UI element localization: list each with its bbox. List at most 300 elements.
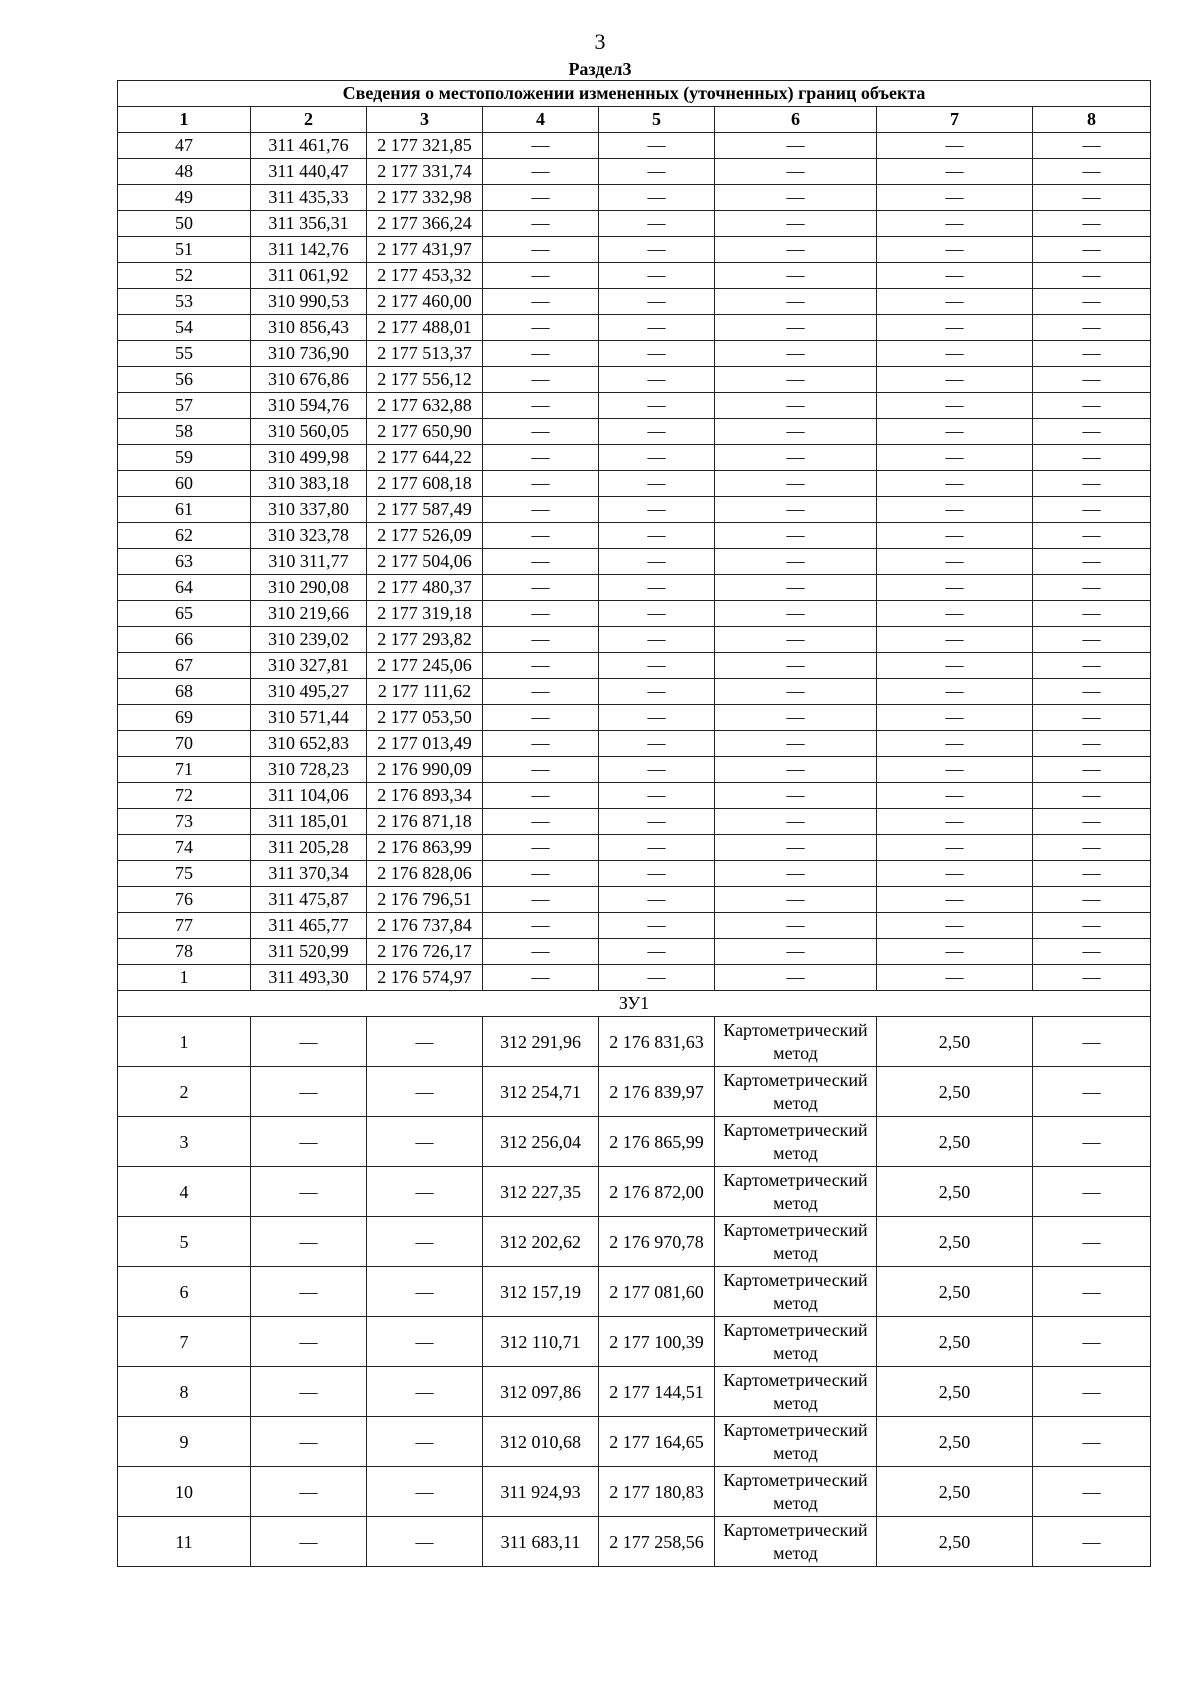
table-row — [118, 731, 1151, 757]
table-cell: — — [1033, 523, 1151, 549]
table-row — [118, 393, 1151, 419]
column-header: 3 — [367, 107, 483, 133]
table-cell: — — [877, 133, 1033, 159]
table-cell: 61 — [118, 497, 251, 523]
table-cell: — — [715, 757, 877, 783]
table-cell: 2 177 460,00 — [367, 289, 483, 315]
table-cell: — — [715, 653, 877, 679]
table-cell: — — [483, 393, 599, 419]
table-cell: — — [483, 263, 599, 289]
table-cell: — — [599, 289, 715, 315]
table-cell: — — [1033, 1067, 1151, 1117]
table-cell: — — [1033, 653, 1151, 679]
table-cell: 2 177 650,90 — [367, 419, 483, 445]
table-cell: 312 291,96 — [483, 1017, 599, 1067]
table-cell: — — [1033, 1017, 1151, 1067]
table-cell: — — [599, 497, 715, 523]
table-cell: — — [877, 471, 1033, 497]
table-cell: — — [1033, 783, 1151, 809]
table-cell: 64 — [118, 575, 251, 601]
table-cell: 310 323,78 — [251, 523, 367, 549]
table-cell: — — [877, 159, 1033, 185]
table-cell: 312 227,35 — [483, 1167, 599, 1217]
table-row — [118, 419, 1151, 445]
table-cell: 2 177 504,06 — [367, 549, 483, 575]
table-cell: — — [1033, 861, 1151, 887]
table-cell: — — [599, 263, 715, 289]
table-cell: — — [715, 575, 877, 601]
table-cell: — — [483, 133, 599, 159]
table-cell: — — [877, 237, 1033, 263]
table-cell: — — [483, 783, 599, 809]
column-header: 4 — [483, 107, 599, 133]
column-header: 8 — [1033, 107, 1151, 133]
table-cell: — — [1033, 627, 1151, 653]
table-cell: — — [483, 159, 599, 185]
table-row — [118, 1217, 1151, 1267]
table-cell: — — [1033, 601, 1151, 627]
table-row — [118, 1417, 1151, 1467]
table-cell: 310 990,53 — [251, 289, 367, 315]
table-cell: — — [483, 549, 599, 575]
table-cell: — — [1033, 237, 1151, 263]
table-cell: 310 594,76 — [251, 393, 367, 419]
table-cell: 2 177 332,98 — [367, 185, 483, 211]
table-cell: — — [877, 965, 1033, 991]
table-cell: 2 — [118, 1067, 251, 1117]
table-row — [118, 315, 1151, 341]
table-cell: — — [1033, 159, 1151, 185]
table-cell: 2 177 180,83 — [599, 1467, 715, 1517]
method-cell: Картометрический метод — [715, 1267, 877, 1317]
table-cell: 2 176 831,63 — [599, 1017, 715, 1067]
table-cell: — — [877, 523, 1033, 549]
table-cell: — — [483, 627, 599, 653]
table-cell: — — [599, 471, 715, 497]
table-cell: 58 — [118, 419, 251, 445]
table-cell: 2 176 737,84 — [367, 913, 483, 939]
table-cell: 2 177 258,56 — [599, 1517, 715, 1567]
table-cell: 310 383,18 — [251, 471, 367, 497]
table-caption: Сведения о местоположении измененных (уточненных) границ объекта — [118, 81, 1151, 107]
table-cell: — — [599, 445, 715, 471]
table-cell: 2 177 100,39 — [599, 1317, 715, 1367]
table-cell: — — [1033, 731, 1151, 757]
method-cell: Картометрический метод — [715, 1117, 877, 1167]
table-cell: 2 176 726,17 — [367, 939, 483, 965]
section-title: Раздел3 — [568, 59, 632, 79]
table-cell: 72 — [118, 783, 251, 809]
table-cell: 49 — [118, 185, 251, 211]
table-cell: 311 440,47 — [251, 159, 367, 185]
method-cell: Картометрический метод — [715, 1317, 877, 1367]
column-header: 5 — [599, 107, 715, 133]
table-cell: 312 110,71 — [483, 1317, 599, 1367]
table-cell: 53 — [118, 289, 251, 315]
table-cell: 2,50 — [877, 1117, 1033, 1167]
method-cell: Картометрический метод — [715, 1067, 877, 1117]
table-cell: 311 370,34 — [251, 861, 367, 887]
table-cell: — — [877, 341, 1033, 367]
table-row — [118, 653, 1151, 679]
table-row — [118, 341, 1151, 367]
table-cell: 2 177 608,18 — [367, 471, 483, 497]
table-cell: 2 176 828,06 — [367, 861, 483, 887]
table-cell: 2 177 644,22 — [367, 445, 483, 471]
table-row — [118, 1317, 1151, 1367]
table-cell: 51 — [118, 237, 251, 263]
table-row — [118, 913, 1151, 939]
table-cell: — — [599, 679, 715, 705]
table-cell: — — [877, 211, 1033, 237]
table-cell: — — [1033, 185, 1151, 211]
table-cell: — — [483, 653, 599, 679]
table-cell: — — [599, 549, 715, 575]
table-row — [118, 861, 1151, 887]
table-cell: 2,50 — [877, 1067, 1033, 1117]
table-cell: 2 176 970,78 — [599, 1217, 715, 1267]
table-cell: — — [1033, 341, 1151, 367]
table-cell: 2,50 — [877, 1317, 1033, 1367]
table-cell: — — [877, 263, 1033, 289]
table-cell: 312 256,04 — [483, 1117, 599, 1167]
table-cell: 2,50 — [877, 1017, 1033, 1067]
table-cell: — — [1033, 1417, 1151, 1467]
table-cell: — — [1033, 1167, 1151, 1217]
table-cell: 310 290,08 — [251, 575, 367, 601]
table-cell: — — [251, 1317, 367, 1367]
table-cell: — — [599, 939, 715, 965]
table-cell: 2 177 081,60 — [599, 1267, 715, 1317]
table-cell: — — [1033, 419, 1151, 445]
table-cell: 50 — [118, 211, 251, 237]
table-cell: — — [599, 419, 715, 445]
table-cell: 2 177 053,50 — [367, 705, 483, 731]
table-cell: 2,50 — [877, 1217, 1033, 1267]
table-cell: — — [1033, 549, 1151, 575]
table-cell: — — [599, 367, 715, 393]
column-header: 2 — [251, 107, 367, 133]
table-cell: 78 — [118, 939, 251, 965]
table-cell: — — [599, 315, 715, 341]
table-cell: — — [251, 1517, 367, 1567]
table-row — [118, 627, 1151, 653]
table-cell: — — [877, 497, 1033, 523]
table-cell: — — [715, 939, 877, 965]
table-cell: — — [1033, 497, 1151, 523]
method-cell: Картометрический метод — [715, 1217, 877, 1267]
table-cell: — — [483, 835, 599, 861]
table-cell: 311 205,28 — [251, 835, 367, 861]
table-cell: 311 356,31 — [251, 211, 367, 237]
table-cell: — — [1033, 887, 1151, 913]
table-cell: — — [483, 601, 599, 627]
table-cell: — — [715, 185, 877, 211]
method-cell: Картометрический метод — [715, 1017, 877, 1067]
table-cell: — — [715, 835, 877, 861]
table-row — [118, 601, 1151, 627]
table-cell: 311 104,06 — [251, 783, 367, 809]
table-cell: — — [599, 575, 715, 601]
table-cell: — — [877, 185, 1033, 211]
table-cell: — — [877, 861, 1033, 887]
table-cell: — — [483, 315, 599, 341]
table-cell: 48 — [118, 159, 251, 185]
table-cell: — — [1033, 1267, 1151, 1317]
table-cell: 62 — [118, 523, 251, 549]
table-cell: 311 493,30 — [251, 965, 367, 991]
table-cell: — — [877, 783, 1033, 809]
table-cell: 312 097,86 — [483, 1367, 599, 1417]
table-cell: — — [877, 601, 1033, 627]
table-row — [118, 497, 1151, 523]
table-cell: 310 219,66 — [251, 601, 367, 627]
method-cell: Картометрический метод — [715, 1517, 877, 1567]
table-cell: — — [483, 757, 599, 783]
table-cell: — — [251, 1117, 367, 1167]
table-cell: — — [599, 835, 715, 861]
table-cell: — — [483, 939, 599, 965]
column-header: 7 — [877, 107, 1033, 133]
table-row — [118, 237, 1151, 263]
table-cell: 2 176 990,09 — [367, 757, 483, 783]
table-cell: 54 — [118, 315, 251, 341]
table-cell: — — [1033, 367, 1151, 393]
table-cell: — — [877, 393, 1033, 419]
table-row — [118, 159, 1151, 185]
table-cell: — — [715, 393, 877, 419]
table-cell: — — [599, 159, 715, 185]
table-cell: — — [715, 497, 877, 523]
table-cell: — — [877, 939, 1033, 965]
table-cell: 310 652,83 — [251, 731, 367, 757]
table-cell: — — [1033, 1367, 1151, 1417]
table-cell: 52 — [118, 263, 251, 289]
table-cell: — — [251, 1467, 367, 1517]
table-cell: — — [877, 575, 1033, 601]
table-cell: — — [599, 861, 715, 887]
table-cell: 2 177 319,18 — [367, 601, 483, 627]
table-row — [118, 1167, 1151, 1217]
table-cell: — — [367, 1167, 483, 1217]
table-cell: 2 176 796,51 — [367, 887, 483, 913]
table-cell: 2 177 366,24 — [367, 211, 483, 237]
table-cell: — — [715, 523, 877, 549]
table-cell: 2 177 587,49 — [367, 497, 483, 523]
table-cell: — — [367, 1017, 483, 1067]
table-cell: — — [715, 731, 877, 757]
table-cell: 71 — [118, 757, 251, 783]
table-cell: 2 176 872,00 — [599, 1167, 715, 1217]
table-cell: — — [251, 1017, 367, 1067]
table-cell: 75 — [118, 861, 251, 887]
table-cell: — — [367, 1517, 483, 1567]
table-cell: 310 856,43 — [251, 315, 367, 341]
table-cell: — — [715, 367, 877, 393]
table-cell: 310 239,02 — [251, 627, 367, 653]
table-cell: 311 061,92 — [251, 263, 367, 289]
table-cell: 57 — [118, 393, 251, 419]
table-cell: 311 475,87 — [251, 887, 367, 913]
method-cell: Картометрический метод — [715, 1367, 877, 1417]
table-cell: — — [877, 809, 1033, 835]
table-cell: 9 — [118, 1417, 251, 1467]
table-cell: 2 177 111,62 — [367, 679, 483, 705]
table-cell: 312 010,68 — [483, 1417, 599, 1467]
table-row — [118, 809, 1151, 835]
table-row — [118, 263, 1151, 289]
table-cell: — — [877, 731, 1033, 757]
table-cell: — — [367, 1267, 483, 1317]
table-cell: 69 — [118, 705, 251, 731]
table-cell: 2,50 — [877, 1267, 1033, 1317]
table-cell: 2,50 — [877, 1417, 1033, 1467]
column-header: 6 — [715, 107, 877, 133]
table-cell: — — [715, 549, 877, 575]
table-cell: — — [483, 913, 599, 939]
table-cell: — — [483, 965, 599, 991]
table-cell: — — [483, 419, 599, 445]
table-row — [118, 185, 1151, 211]
table-cell: 310 495,27 — [251, 679, 367, 705]
method-cell: Картометрический метод — [715, 1417, 877, 1467]
table-cell: 310 560,05 — [251, 419, 367, 445]
table-cell: — — [877, 887, 1033, 913]
table-row — [118, 1067, 1151, 1117]
table-cell: 2,50 — [877, 1167, 1033, 1217]
table-cell: — — [483, 185, 599, 211]
group-label: ЗУ1 — [118, 991, 1151, 1017]
table-cell: — — [483, 341, 599, 367]
table-row — [118, 1267, 1151, 1317]
page-number: 3 — [594, 29, 606, 54]
table-cell: — — [251, 1217, 367, 1267]
table-cell: 2 177 144,51 — [599, 1367, 715, 1417]
table-cell: — — [483, 445, 599, 471]
table-cell: — — [715, 445, 877, 471]
table-cell: — — [1033, 445, 1151, 471]
table-cell: — — [483, 887, 599, 913]
table-cell: 2 177 556,12 — [367, 367, 483, 393]
table-cell: 2 177 431,97 — [367, 237, 483, 263]
table-cell: — — [1033, 1467, 1151, 1517]
table-cell: — — [599, 211, 715, 237]
table-cell: 7 — [118, 1317, 251, 1367]
table-cell: — — [1033, 913, 1151, 939]
table-cell: — — [1033, 939, 1151, 965]
table-cell: — — [1033, 1317, 1151, 1367]
table-cell: — — [877, 549, 1033, 575]
table-cell: 311 924,93 — [483, 1467, 599, 1517]
method-cell: Картометрический метод — [715, 1167, 877, 1217]
table-row — [118, 471, 1151, 497]
table-cell: — — [483, 237, 599, 263]
table-cell: — — [1033, 133, 1151, 159]
table-cell: — — [599, 627, 715, 653]
table-cell: — — [715, 211, 877, 237]
table-cell: — — [599, 341, 715, 367]
table-cell: 67 — [118, 653, 251, 679]
table-cell: 310 728,23 — [251, 757, 367, 783]
table-cell: — — [599, 731, 715, 757]
table-cell: — — [483, 497, 599, 523]
table-cell: — — [599, 133, 715, 159]
table-cell: — — [483, 731, 599, 757]
table-cell: — — [367, 1317, 483, 1367]
table-row — [118, 965, 1151, 991]
table-cell: 66 — [118, 627, 251, 653]
table-cell: — — [715, 419, 877, 445]
table-cell: — — [715, 471, 877, 497]
table-cell: 77 — [118, 913, 251, 939]
table-cell: 59 — [118, 445, 251, 471]
table-cell: — — [715, 237, 877, 263]
table-cell: 310 676,86 — [251, 367, 367, 393]
table-cell: — — [877, 913, 1033, 939]
table-cell: — — [599, 523, 715, 549]
table-cell: — — [599, 237, 715, 263]
table-cell: — — [367, 1417, 483, 1467]
table-cell: — — [483, 575, 599, 601]
table-cell: 312 157,19 — [483, 1267, 599, 1317]
table-cell: — — [599, 601, 715, 627]
table-cell: — — [877, 289, 1033, 315]
table-cell: — — [367, 1217, 483, 1267]
table-cell: 76 — [118, 887, 251, 913]
table-cell: — — [1033, 1517, 1151, 1567]
table-cell: — — [367, 1117, 483, 1167]
table-cell: 2 176 871,18 — [367, 809, 483, 835]
table-cell: 3 — [118, 1117, 251, 1167]
table-cell: — — [599, 757, 715, 783]
table-cell: — — [251, 1267, 367, 1317]
table-cell: — — [483, 523, 599, 549]
table-cell: 311 520,99 — [251, 939, 367, 965]
table-cell: — — [1033, 575, 1151, 601]
table-cell: — — [715, 133, 877, 159]
method-cell: Картометрический метод — [715, 1467, 877, 1517]
table-cell: 2 177 488,01 — [367, 315, 483, 341]
table-cell: — — [1033, 705, 1151, 731]
table-cell: 63 — [118, 549, 251, 575]
table-cell: — — [483, 861, 599, 887]
table-row — [118, 211, 1151, 237]
table-cell: — — [877, 445, 1033, 471]
table-cell: 312 254,71 — [483, 1067, 599, 1117]
table-cell: 4 — [118, 1167, 251, 1217]
table-cell: 2 176 863,99 — [367, 835, 483, 861]
table-cell: 2 177 480,37 — [367, 575, 483, 601]
table-row — [118, 757, 1151, 783]
table-row — [118, 887, 1151, 913]
table-row — [118, 289, 1151, 315]
table-cell: 310 499,98 — [251, 445, 367, 471]
table-cell: — — [483, 679, 599, 705]
table-cell: 60 — [118, 471, 251, 497]
table-cell: — — [1033, 1217, 1151, 1267]
table-row — [118, 1017, 1151, 1067]
table-cell: — — [367, 1367, 483, 1417]
table-cell: — — [877, 653, 1033, 679]
table-cell: 1 — [118, 965, 251, 991]
table-cell: — — [251, 1167, 367, 1217]
table-cell: 2 177 526,09 — [367, 523, 483, 549]
table-cell: 2 177 513,37 — [367, 341, 483, 367]
table-cell: — — [483, 367, 599, 393]
table-cell: — — [1033, 965, 1151, 991]
table-cell: 2,50 — [877, 1517, 1033, 1567]
table-cell: 2 177 321,85 — [367, 133, 483, 159]
